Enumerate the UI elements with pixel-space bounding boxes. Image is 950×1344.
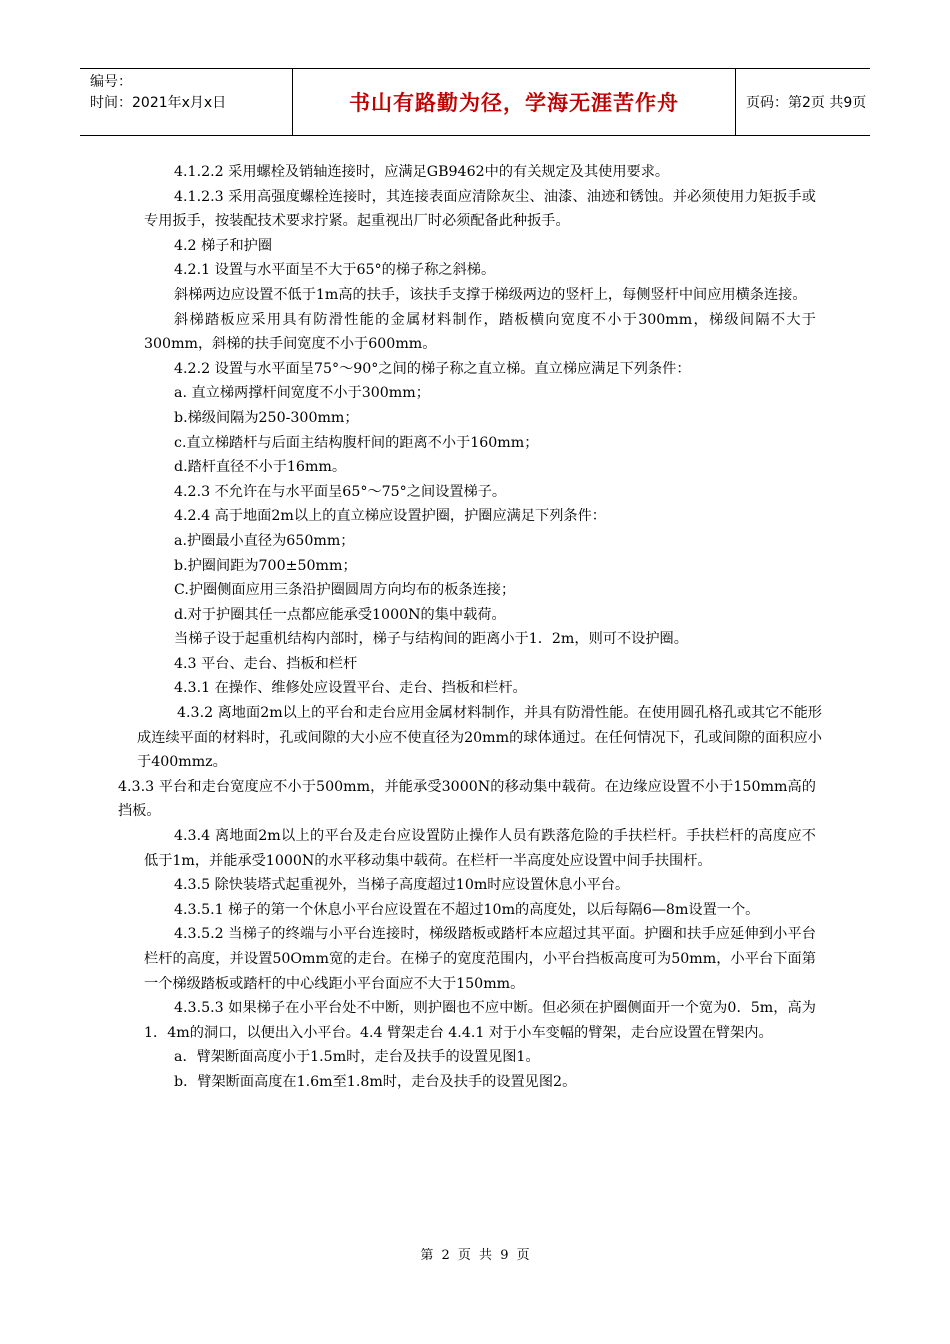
- list-item: d.踏杆直径不小于16mm。: [174, 459, 347, 476]
- paragraph: 当梯子设于起重机结构内部时，梯子与结构间的距离小于1．2m，则可不设护圈。: [174, 631, 688, 648]
- header-meta: [80, 69, 293, 135]
- paragraph: 4.1.2.3 采用高强度螺栓连接时，其连接表面应清除灰尘、油漆、油迹和锈蚀。并必须使用力矩扳手或专用扳手，按装配技术要求拧紧。起重视出厂时必须配备此种扳手。: [144, 188, 816, 230]
- paragraph: 4.3.5.1 梯子的第一个休息小平台应设置在不超过10m的高度处，以后每隔6—8m设置一个。: [174, 901, 760, 918]
- paragraph: 4.3.3 平台和走台宽度应不小于500mm，并能承受3000N的移动集中载荷。在边缘应设置不小于150mm高的挡板。: [118, 778, 816, 820]
- list-item: a.护圈最小直径为650mm；: [174, 532, 355, 549]
- paragraph: 4.1.2.2 采用螺栓及销轴连接时，应满足GB9462中的有关规定及其使用要求。: [174, 164, 670, 180]
- paragraph: 4.3.5 除快装塔式起重视外，当梯子高度超过10m时应设置休息小平台。: [174, 877, 630, 894]
- paragraph: 4.3.4 离地面2m以上的平台及走台应设置防止操作人员有跌落危险的手扶栏杆。手扶栏杆的高度应不低于1m，并能承受1000N的水平移动集中载荷。在栏杆一半高度处应设置中间手扶围杆。: [144, 828, 816, 869]
- paragraph: 4.2.3 不允许在与水平面呈65°～75°之间设置梯子。: [174, 483, 507, 500]
- section-heading: 4.2 梯子和护圈: [174, 237, 273, 254]
- list-item: b．臂架断面高度在1.6m至1.8m时，走台及扶手的设置见图2。: [174, 1073, 577, 1090]
- list-item: d.对于护圈其任一点都应能承受1000N的集中载荷。: [174, 606, 506, 623]
- list-item: C.护圈侧面应用三条沿护圈圆周方向均布的板条连接；: [174, 582, 516, 599]
- paragraph: 4.3.2 离地面2m以上的平台和走台应用金属材料制作，并具有防滑性能。在使用圆孔格孔或其它不能形成连续平面的材料时，孔或间隙的大小应不使直径为20mm的球体通过。在任何情况下，孔或间隙的面积应小于400mmz。: [137, 705, 822, 771]
- paragraph: 4.3.5.2 当梯子的终端与小平台连接时，梯级踏板或踏杆本应超过其平面。护圈和扶手应延伸到小平台栏杆的高度，并设置50Omm宽的走台。在梯子的宽度范围内，小平台挡板高度可为50mm，小平台下面第一个梯级踏板或踏杆的中心线距小平台面应不大于150mm。: [144, 926, 816, 992]
- list-item: b.护圈间距为700±50mm；: [174, 557, 357, 574]
- document-time-label: 时间：2021年x月x日: [90, 95, 227, 111]
- paragraph: 斜梯踏板应采用具有防滑性能的金属材料制作，踏板横向宽度不小于300mm，梯级间隔不大于300mm，斜梯的扶手间宽度不小于600mm。: [144, 311, 816, 353]
- page-header: [80, 68, 870, 136]
- paragraph: 斜梯两边应设置不低于1m高的扶手，该扶手支撑于梯级两边的竖杆上，每侧竖杆中间应用横条连接。: [174, 286, 807, 303]
- paragraph: 4.2.4 高于地面2m以上的直立梯应设置护圈，护圈应满足下列条件：: [174, 508, 606, 525]
- list-item: a．臂架断面高度小于1.5m时，走台及扶手的设置见图1。: [174, 1049, 540, 1066]
- list-item: a. 直立梯两撑杆间宽度不小于300mm；: [174, 385, 430, 402]
- paragraph: 4.3.1 在操作、维修处应设置平台、走台、挡板和栏杆。: [174, 680, 527, 697]
- document-number-label: 编号：: [90, 74, 132, 90]
- header-page-info: 页码：第2页 共9页: [746, 95, 867, 111]
- list-item: b.梯级间隔为250-300mm；: [174, 409, 359, 426]
- page-footer: 第 2 页 共 9 页: [420, 1248, 530, 1263]
- paragraph: 4.3.5.3 如果梯子在小平台处不中断，则护圈也不应中断。但必须在护圈侧面开一个宽为0．5m，高为1．4m的洞口，以便出入小平台。4.4 臂架走台 4.4.1 对于小车变幅的臂架，走台应设置在臂架内。: [144, 1000, 816, 1041]
- header-motto: 书山有路勤为径，学海无涯苦作舟: [293, 69, 736, 135]
- list-item: c.直立梯踏杆与后面主结构腹杆间的距离不小于160mm；: [174, 434, 539, 451]
- paragraph: 4.2.1 设置与水平面呈不大于65°的梯子称之斜梯。: [174, 262, 496, 279]
- paragraph: 4.2.2 设置与水平面呈75°～90°之间的梯子称之直立梯。直立梯应满足下列条件：: [174, 360, 691, 377]
- section-heading: 4.3 平台、走台、挡板和栏杆: [174, 655, 358, 672]
- document-body: [118, 160, 822, 1095]
